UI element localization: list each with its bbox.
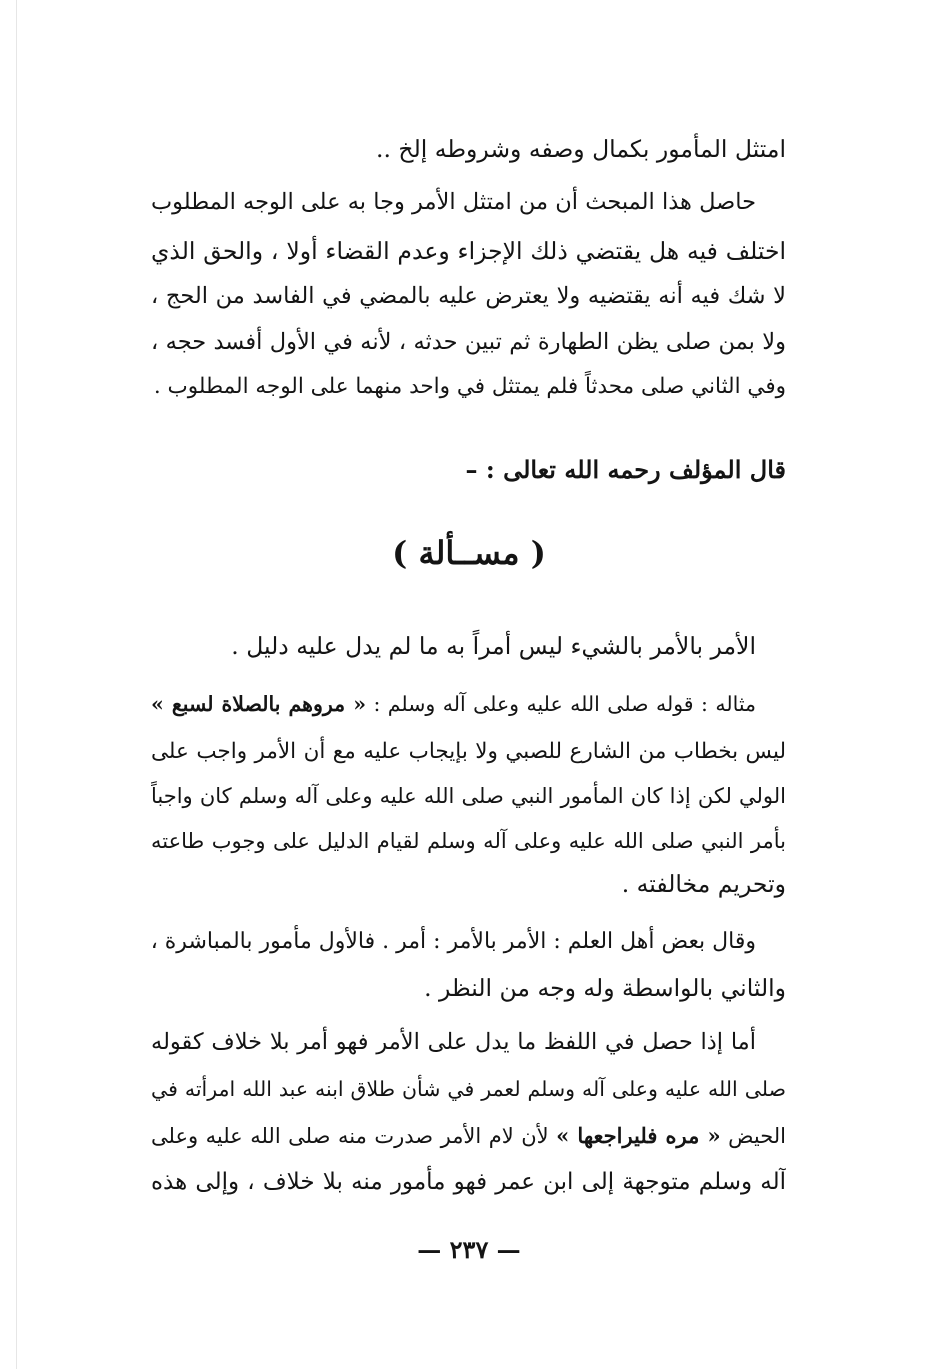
- text-line: امتثل المأمور بكمال وصفه وشروطه إلخ ..: [375, 135, 786, 163]
- rule-statement: الأمر بالأمر بالشيء ليس أمراً به ما لم يدل عليه دليل .: [231, 632, 756, 660]
- text-line: آله وسلم متوجهة إلى ابن عمر فهو مأمور منه بلا خلاف ، وإلى هذه: [151, 1169, 786, 1195]
- text-line: ولا بمن صلى يظن الطهارة ثم تبين حدثه ، لأنه في الأول أفسد حجه ،: [151, 329, 786, 355]
- text-line: بأمر النبي صلى الله عليه وعلى آله وسلم لقيام الدليل على وجوب طاعته: [151, 829, 786, 853]
- line-end: لأن لام الأمر صدرت منه صلى الله عليه وعلى: [151, 1124, 557, 1148]
- text-line: ليس بخطاب من الشارع للصبي ولا بإيجاب عليه مع أن الأمر واجب على: [151, 739, 786, 764]
- text-line: أما إذا حصل في اللفظ ما يدل على الأمر فهو أمر بلا خلاف كقوله: [151, 1029, 756, 1055]
- section-title: ( مســألة ): [392, 534, 546, 572]
- example-line: [151, 682, 756, 726]
- text-line: الولي لكن إذا كان المأمور النبي صلى الله عليه وعلى آله وسلم كان واجباً: [151, 784, 786, 808]
- hadith-quote: « مره فليراجعها »: [556, 1123, 721, 1148]
- text-line: وقال بعض أهل العلم : الأمر بالأمر : أمر . فالأول مأمور بالمباشرة ،: [151, 929, 756, 954]
- text-line: والثاني بالواسطة وله وجه من النظر .: [424, 974, 786, 1002]
- example-intro: مثاله : قوله صلى الله عليه وعلى آله وسلم :: [366, 692, 756, 716]
- text-line: اختلف فيه هل يقتضي ذلك الإجزاء وعدم القضاء أولا ، والحق الذي: [151, 237, 786, 265]
- page-number: — ٢٣٧ —: [417, 1235, 521, 1264]
- text-line: [151, 1114, 786, 1158]
- text-line: لا شك فيه أنه يقتضيه ولا يعترض عليه بالمضي في الفاسد من الحج ،: [151, 283, 786, 309]
- line-start: الحيض: [720, 1124, 786, 1148]
- text-line: وتحريم مخالفته .: [621, 870, 786, 898]
- text-line: صلى الله عليه وعلى آله وسلم لعمر في شأن طلاق ابنه عبد الله امرأته في: [151, 1077, 786, 1101]
- author-heading: قال المؤلف رحمه الله تعالى : –: [465, 455, 786, 484]
- scan-edge-line: [16, 0, 17, 1369]
- text-line: حاصل هذا المبحث أن من امتثل الأمر وجا به على الوجه المطلوب: [151, 189, 756, 215]
- hadith-quote: « مروهم بالصلاة لسبع »: [151, 692, 367, 716]
- text-line: وفي الثاني صلى محدثاً فلم يمتثل في واحد منهما على الوجه المطلوب .: [153, 374, 786, 399]
